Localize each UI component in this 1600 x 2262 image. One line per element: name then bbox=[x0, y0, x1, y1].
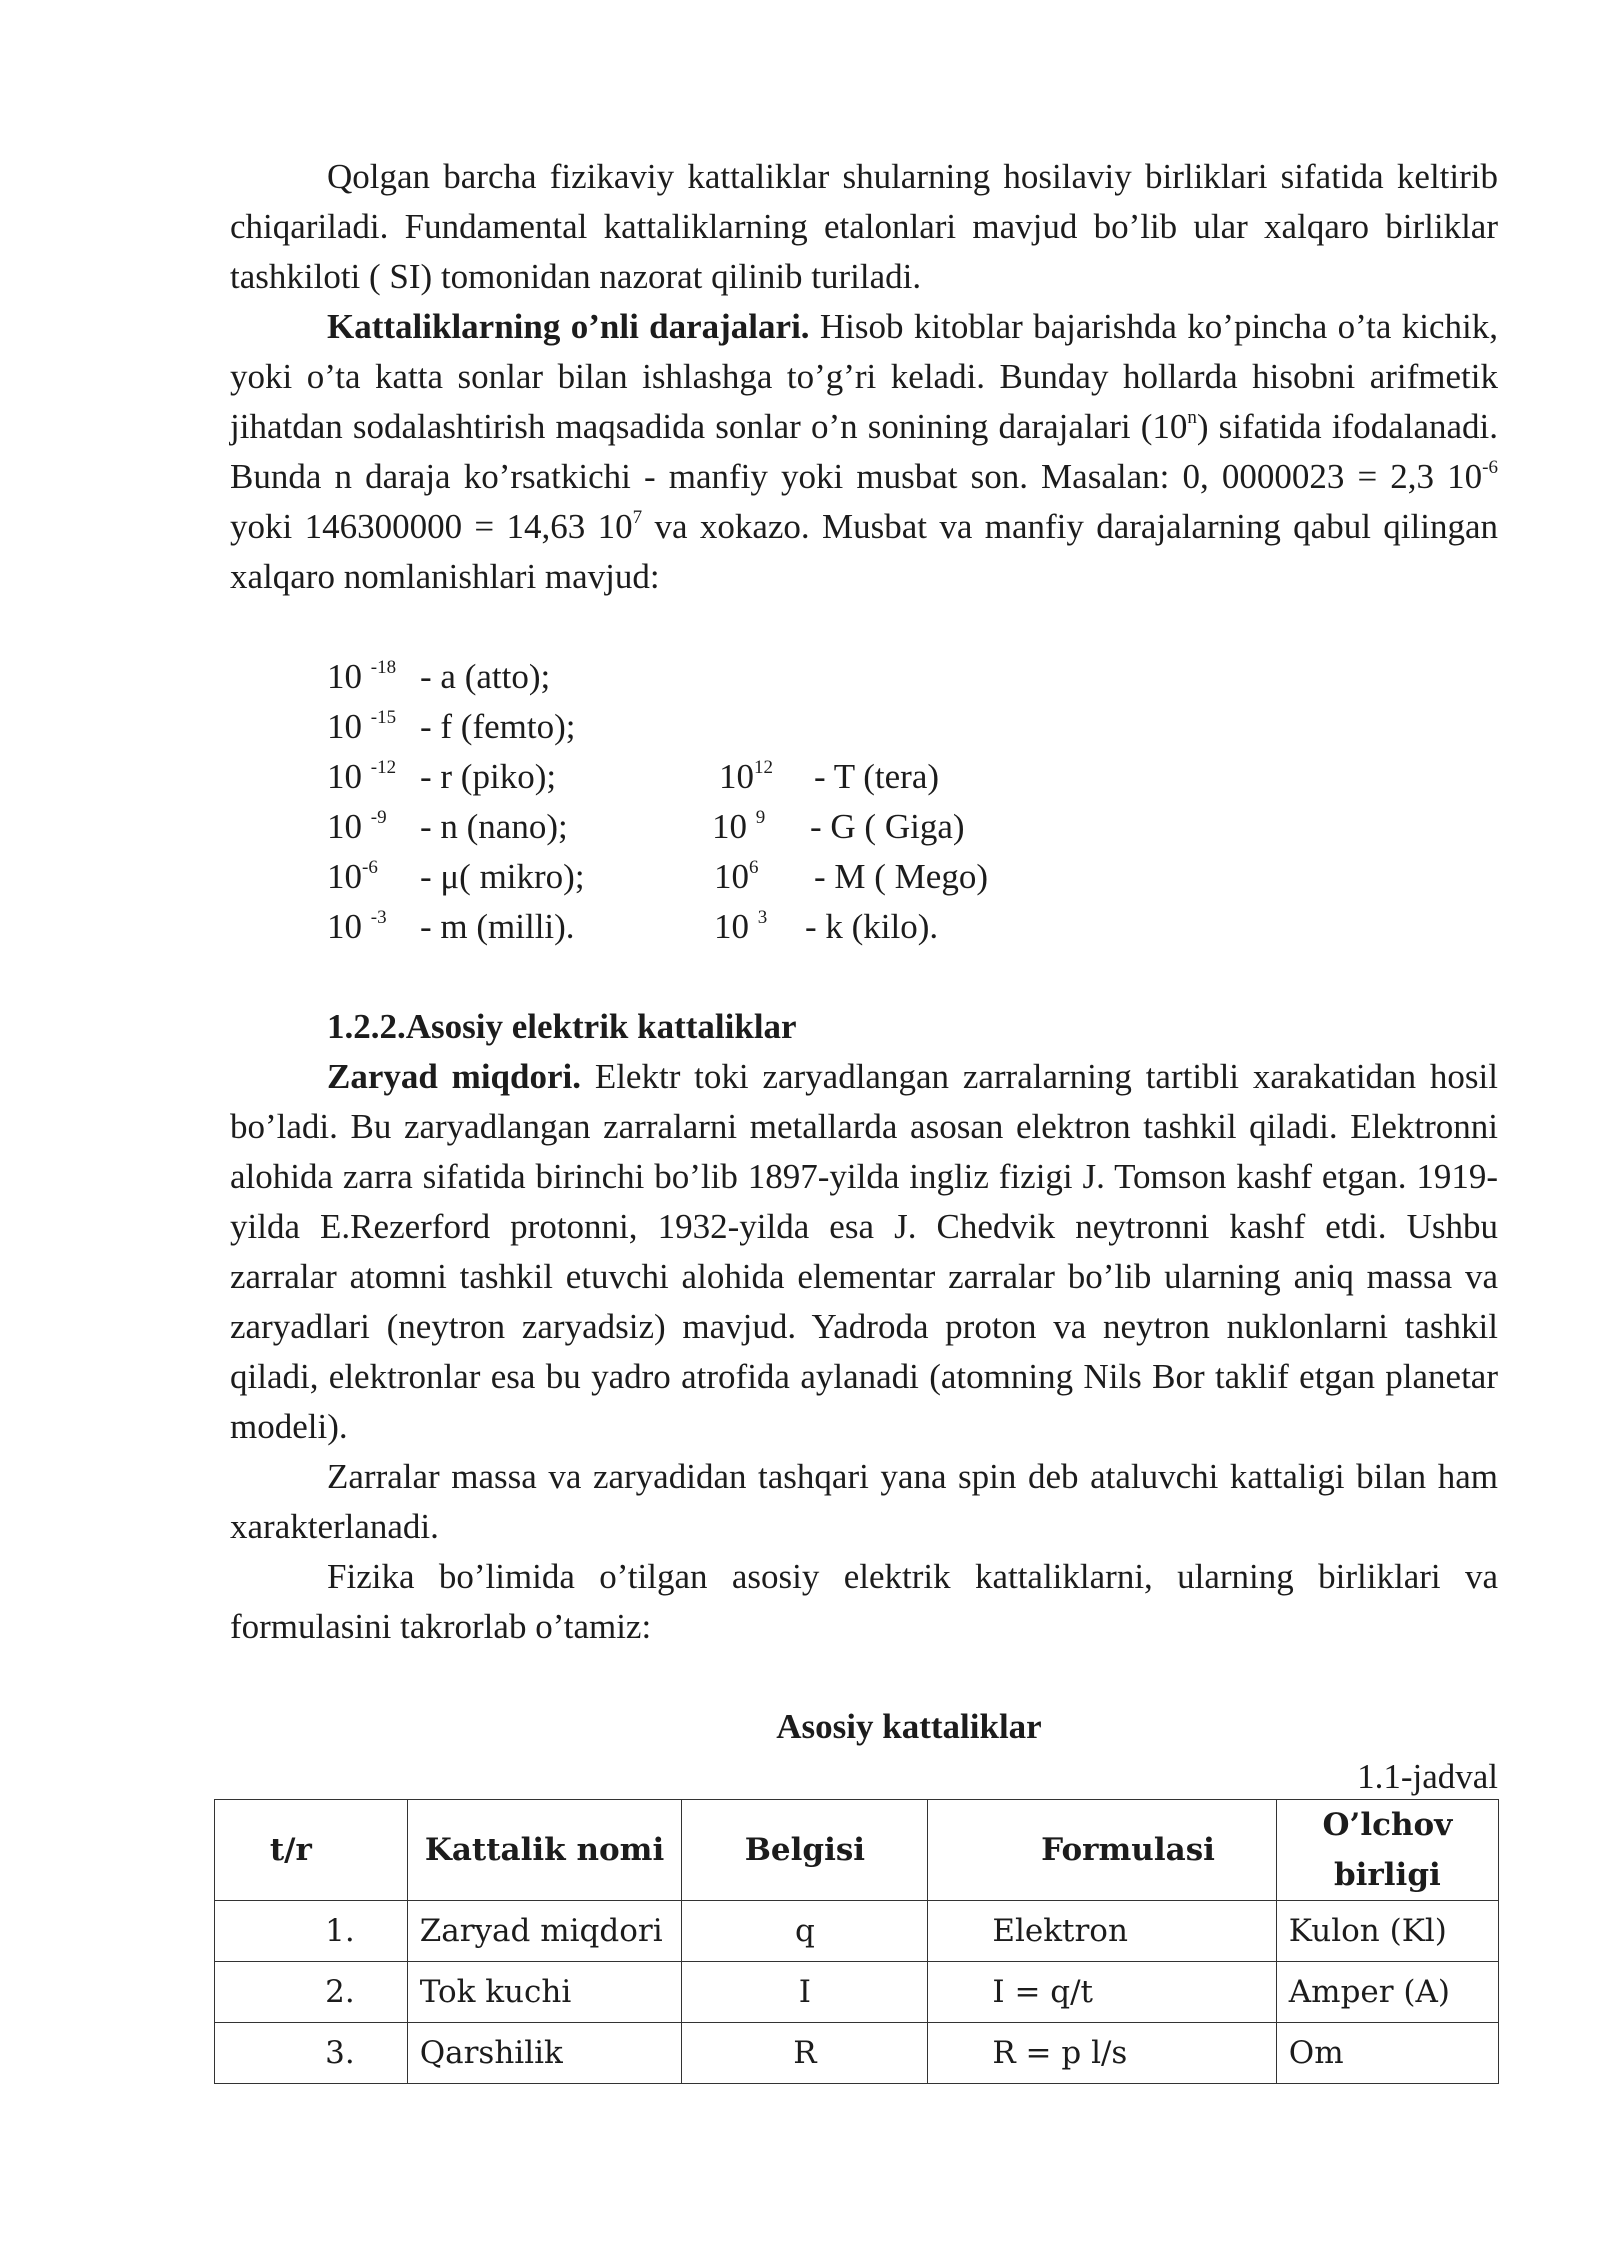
prefix-base: 10 bbox=[327, 857, 362, 896]
prefix-row bbox=[327, 652, 1498, 702]
section-heading: 1.2.2.Asosiy elektrik kattaliklar bbox=[327, 1007, 797, 1046]
table-header-cell: Kattalik nomi bbox=[407, 1800, 682, 1901]
prefix-exponent: -12 bbox=[370, 757, 397, 779]
table-title: Asosiy kattaliklar bbox=[776, 1707, 1042, 1746]
prefix-base: 10 bbox=[327, 907, 371, 946]
prefix-list bbox=[327, 652, 1498, 952]
prefix-name: - r (piko); bbox=[420, 757, 557, 796]
table-cell: Qarshilik bbox=[407, 2023, 682, 2084]
table-cell: Om bbox=[1276, 2023, 1498, 2084]
prefix-exponent: 9 bbox=[755, 807, 766, 829]
paragraph-spin: Zarralar massa va zaryadidan tashqari yana spin deb ataluvchi kattaligi bilan ham xarakterlanadi. bbox=[230, 1457, 1498, 1546]
prefix-exponent: 3 bbox=[757, 907, 768, 929]
table-cell: 2. bbox=[215, 1962, 408, 2023]
document-page bbox=[230, 0, 1498, 1802]
prefix-base: 10 bbox=[719, 757, 754, 796]
table-cell: I bbox=[682, 1962, 928, 2023]
prefix-name: - T (tera) bbox=[814, 757, 940, 796]
prefix-base: 10 bbox=[714, 907, 758, 946]
paragraph-heading: Zaryad miqdori. bbox=[327, 1057, 581, 1096]
prefix-name: - μ( mikro); bbox=[420, 857, 585, 896]
table-row bbox=[215, 2023, 1499, 2084]
table-row bbox=[215, 1901, 1499, 1962]
table-cell: 3. bbox=[215, 2023, 408, 2084]
paragraph-heading: Kattaliklarning o’nli darajalari. bbox=[327, 307, 810, 346]
table-number: 1.1-jadval bbox=[1357, 1757, 1498, 1796]
prefix-row bbox=[327, 802, 1498, 852]
text: va xokazo. Musbat va manfiy darajalarning qabul qilingan xalqaro nomlanishlari mavjud: bbox=[230, 507, 1498, 596]
table-cell: 1. bbox=[215, 1901, 408, 1962]
prefix-row bbox=[327, 752, 1498, 802]
table-cell: R = p l/s bbox=[928, 2023, 1276, 2084]
table-cell: Elektron bbox=[928, 1901, 1276, 1962]
table-header-cell: O’lchov birligi bbox=[1276, 1800, 1498, 1901]
text: Elektr toki zaryadlangan zarralarning tartibli xarakatidan hosil bo’ladi. Bu zaryadlangan zarralarni metallarda asosan elektron tashkil qiladi. Elektronni alohida zarra sifatida birinchi bo’lib 1897-yilda ingliz fizigi J. Tomson kashf etgan. 1919-yilda E.Rezerford protonni, 1932-yilda esa J. Chedvik neytronni kashf etdi. Ushbu zarralar atomni tashkil etuvchi alohida elementar zarralar bo’lib ularning aniq massa va zaryadlari (neytron zaryadsiz) mavjud. Yadroda proton va neytron nuklonlarni tashkil qiladi, elektronlar esa bu yadro atrofida aylanadi (atomning Nils Bor taklif etgan planetar modeli). bbox=[230, 1057, 1498, 1446]
prefix-exponent: -9 bbox=[370, 807, 387, 829]
prefix-base: 10 bbox=[327, 657, 371, 696]
table-cell: q bbox=[682, 1901, 928, 1962]
table-header-cell: Belgisi bbox=[682, 1800, 928, 1901]
prefix-base: 10 bbox=[712, 807, 756, 846]
prefix-exponent: 12 bbox=[754, 757, 773, 779]
superscript: 7 bbox=[632, 507, 643, 529]
prefix-base: 10 bbox=[327, 707, 371, 746]
table-cell: I = q/t bbox=[928, 1962, 1276, 2023]
superscript: n bbox=[1187, 407, 1197, 429]
prefix-name: - m (milli). bbox=[420, 907, 575, 946]
paragraph-intro: Qolgan barcha fizikaviy kattaliklar shularning hosilaviy birliklari sifatida keltirib chiqariladi. Fundamental kattaliklarning etalonlari mavjud bo’lib ular xalqaro birliklar tashkiloti ( SI) tomonidan nazorat qilinib turiladi. bbox=[230, 157, 1498, 296]
paragraph-powers bbox=[230, 302, 1498, 602]
paragraph-charge bbox=[230, 1052, 1498, 1452]
prefix-name: - G ( Giga) bbox=[810, 807, 965, 846]
prefix-exponent: -3 bbox=[370, 907, 387, 929]
paragraph-review: Fizika bo’limida o’tilgan asosiy elektrik kattaliklarni, ularning birliklari va formulasini takrorlab o’tamiz: bbox=[230, 1557, 1498, 1646]
table-cell: Amper (A) bbox=[1276, 1962, 1498, 2023]
prefix-name: - k (kilo). bbox=[805, 907, 939, 946]
prefix-base: 10 bbox=[714, 857, 749, 896]
text: ) sifatida ifodalanadi. Bunda n daraja ko’rsatkichi - manfiy yoki musbat son. Masalan: 0, 0000023 = 2,3 10 bbox=[230, 407, 1498, 496]
prefix-row bbox=[327, 902, 1498, 952]
prefix-row bbox=[327, 852, 1498, 902]
table-header-cell: Formulasi bbox=[928, 1800, 1276, 1901]
table-cell: Kulon (Kl) bbox=[1276, 1901, 1498, 1962]
prefix-name: - f (femto); bbox=[420, 707, 576, 746]
prefix-base: 10 bbox=[327, 807, 371, 846]
prefix-exponent: -18 bbox=[370, 657, 397, 679]
superscript: -6 bbox=[1482, 457, 1498, 479]
table-cell: Tok kuchi bbox=[407, 1962, 682, 2023]
text: Hisob kitoblar bajarishda ko’pincha o’ta kichik, yoki o’ta katta sonlar bilan ishlashga to’g’ri keladi. Bunday hollarda hisobni arifmetik jihatdan sodalashtirish maqsadida sonlar o’n sonining darajalari (10 bbox=[230, 307, 1498, 446]
table-header-cell: t/r bbox=[215, 1800, 408, 1901]
table-cell: R bbox=[682, 2023, 928, 2084]
prefix-exponent: 6 bbox=[749, 857, 759, 879]
prefix-row bbox=[327, 702, 1498, 752]
prefix-base: 10 bbox=[327, 757, 371, 796]
quantities-table bbox=[214, 1799, 1499, 2084]
text: yoki 146300000 = 14,63 10 bbox=[230, 507, 633, 546]
table-cell: Zaryad miqdori bbox=[407, 1901, 682, 1962]
prefix-name: - a (atto); bbox=[420, 657, 551, 696]
table-row bbox=[215, 1962, 1499, 2023]
prefix-exponent: -15 bbox=[370, 707, 397, 729]
table-header-row bbox=[215, 1800, 1499, 1901]
prefix-name: - n (nano); bbox=[420, 807, 568, 846]
prefix-exponent: -6 bbox=[362, 857, 378, 879]
prefix-name: - M ( Mego) bbox=[814, 857, 988, 896]
